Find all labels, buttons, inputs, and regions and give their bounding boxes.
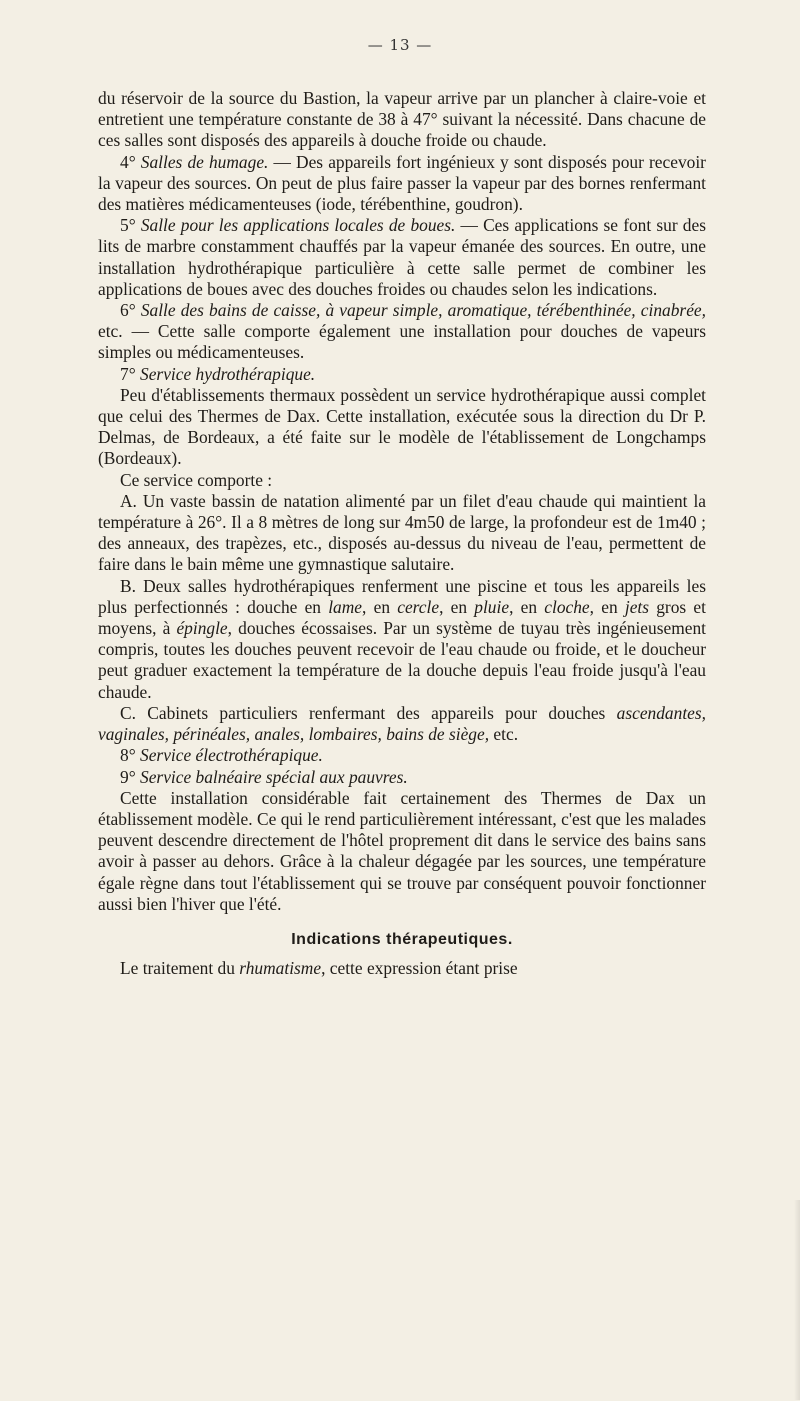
last-text: , cette expression étant prise (321, 958, 518, 979)
item-c (98, 703, 706, 745)
section-6 (98, 300, 706, 364)
item-c-text: C. Cabinets particuliers renfermant des appareils pour douches (120, 702, 617, 723)
item-b (98, 576, 706, 703)
section-9-number: 9° (120, 766, 136, 787)
item-b-cercle: cercle (397, 596, 440, 617)
section-9-title: Service balnéaire spécial aux pauvres. (140, 766, 408, 787)
item-b-sep: , en (509, 596, 545, 617)
section-8-title: Service électrothérapique. (140, 745, 323, 766)
section-7-paragraph: Peu d'établissements thermaux possèdent un service hydrothérapique aussi complet que celui des Thermes de Dax. Cette installation, exécutée sous la direction du Dr P. Delmas, de Bordeaux, a été faite sur le modèle de l'établissement de Longchamps (Bordeaux). (98, 384, 706, 469)
page-edge-shadow (794, 1200, 800, 1400)
section-9 (98, 767, 706, 788)
section-8-number: 8° (120, 745, 136, 766)
item-b-sep: , en (589, 596, 625, 617)
item-b-pluie: pluie (474, 596, 510, 617)
section-4 (98, 152, 706, 216)
section-9-paragraph: Cette installation considérable fait certainement des Thermes de Dax un établissement modèle. Ce qui le rend particulièrement intéressant, c'est que les malades peuvent descendre directement de l'hôtel proprement dit dans le service des bains sans avoir à passer au dehors. Grâce à la chaleur dégagée par les sources, une température égale règne dans tout l'établissement qui se trouve par conséquent pouvoir fonctionner aussi bien l'hiver que l'été. (98, 787, 706, 914)
item-b-lame: lame (328, 596, 363, 617)
section-7-service-intro: Ce service comporte : (120, 469, 273, 490)
item-b-sep: , en (362, 596, 398, 617)
section-7-number: 7° (120, 363, 136, 384)
section-6-number: 6° (120, 300, 136, 321)
page-number: — 13 — (367, 36, 433, 54)
section-6-title: Salle des bains de caisse, à vapeur simple, aromatique, térébenthinée, cinabrée, (140, 300, 706, 321)
section-8 (98, 745, 706, 766)
section-5-number: 5° (120, 215, 136, 236)
item-c-text: etc. (489, 724, 519, 745)
section-6-text: etc. — Cette salle comporte également une installation pour douches de vapeurs simples ou médicamenteuses. (98, 321, 706, 363)
last-rhumatisme: rhumatisme (239, 958, 322, 979)
paragraph-intro: du réservoir de la source du Bastion, la vapeur arrive par un plancher à claire-voie et entretient une température constante de 38 à 47° suivant la nécessité. Dans chacune de ces salles sont disposés des appareils à douche froide ou chaude. (98, 88, 706, 151)
item-b-text: B. Deux salles hydrothérapiques renferment une piscine et tous les appareils les plus perfectionnés : douche en (98, 575, 706, 617)
item-b-jets: jets (624, 596, 650, 617)
item-a: A. Un vaste bassin de natation alimenté par un filet d'eau chaude qui maintient la température à 26°. Il a 8 mètres de long sur 4m50 de large, la profondeur est de 1m40 ; des anneaux, des trapèzes, etc., disposés au-dessus du niveau de l'eau, permettent de faire dans le bain même une gymnastique salutaire. (98, 490, 706, 575)
item-b-text: , douches écossaises. Par un système de tuyau très ingénieusement compris, toutes les douches peuvent recevoir de l'eau chaude ou froide, et le doucheur peut graduer exactement la température de la douche depuis l'eau froide jusqu'à l'eau chaude. (98, 618, 706, 702)
item-b-epingle: épingle (176, 618, 228, 639)
section-4-title: Salles de humage. (140, 151, 269, 172)
last-paragraph (98, 958, 706, 979)
body-text (98, 88, 706, 979)
item-c-list: ascendantes, vaginales, périnéales, anales, lombaires, bains de siège, (98, 702, 706, 745)
last-text: Le traitement du (120, 958, 240, 979)
section-5 (98, 215, 706, 300)
section-5-text: — Ces applications se font sur des lits de marbre constamment chauffés par la vapeur émanée des sources. En outre, une installation hydrothérapique particulière à cette salle permet de combiner les applications de boues avec des douches froides ou chaudes selon les indications. (98, 215, 706, 299)
item-b-text: gros et moyens, à (98, 596, 706, 639)
item-b-sep: , en (439, 596, 475, 617)
section-heading: Indications thérapeutiques. (291, 930, 513, 948)
section-5-title: Salle pour les applications locales de boues. (140, 215, 456, 236)
section-4-text: — Des appareils fort ingénieux y sont disposés pour recevoir la vapeur des sources. On peut de plus faire passer la vapeur par des bornes renfermant des matières médicamenteuses (iode, térébenthine, goudron). (98, 151, 706, 215)
section-7 (98, 364, 706, 385)
section-4-number: 4° (120, 151, 136, 172)
section-7-title: Service hydrothérapique. (140, 363, 316, 384)
item-b-cloche: cloche (544, 596, 590, 617)
